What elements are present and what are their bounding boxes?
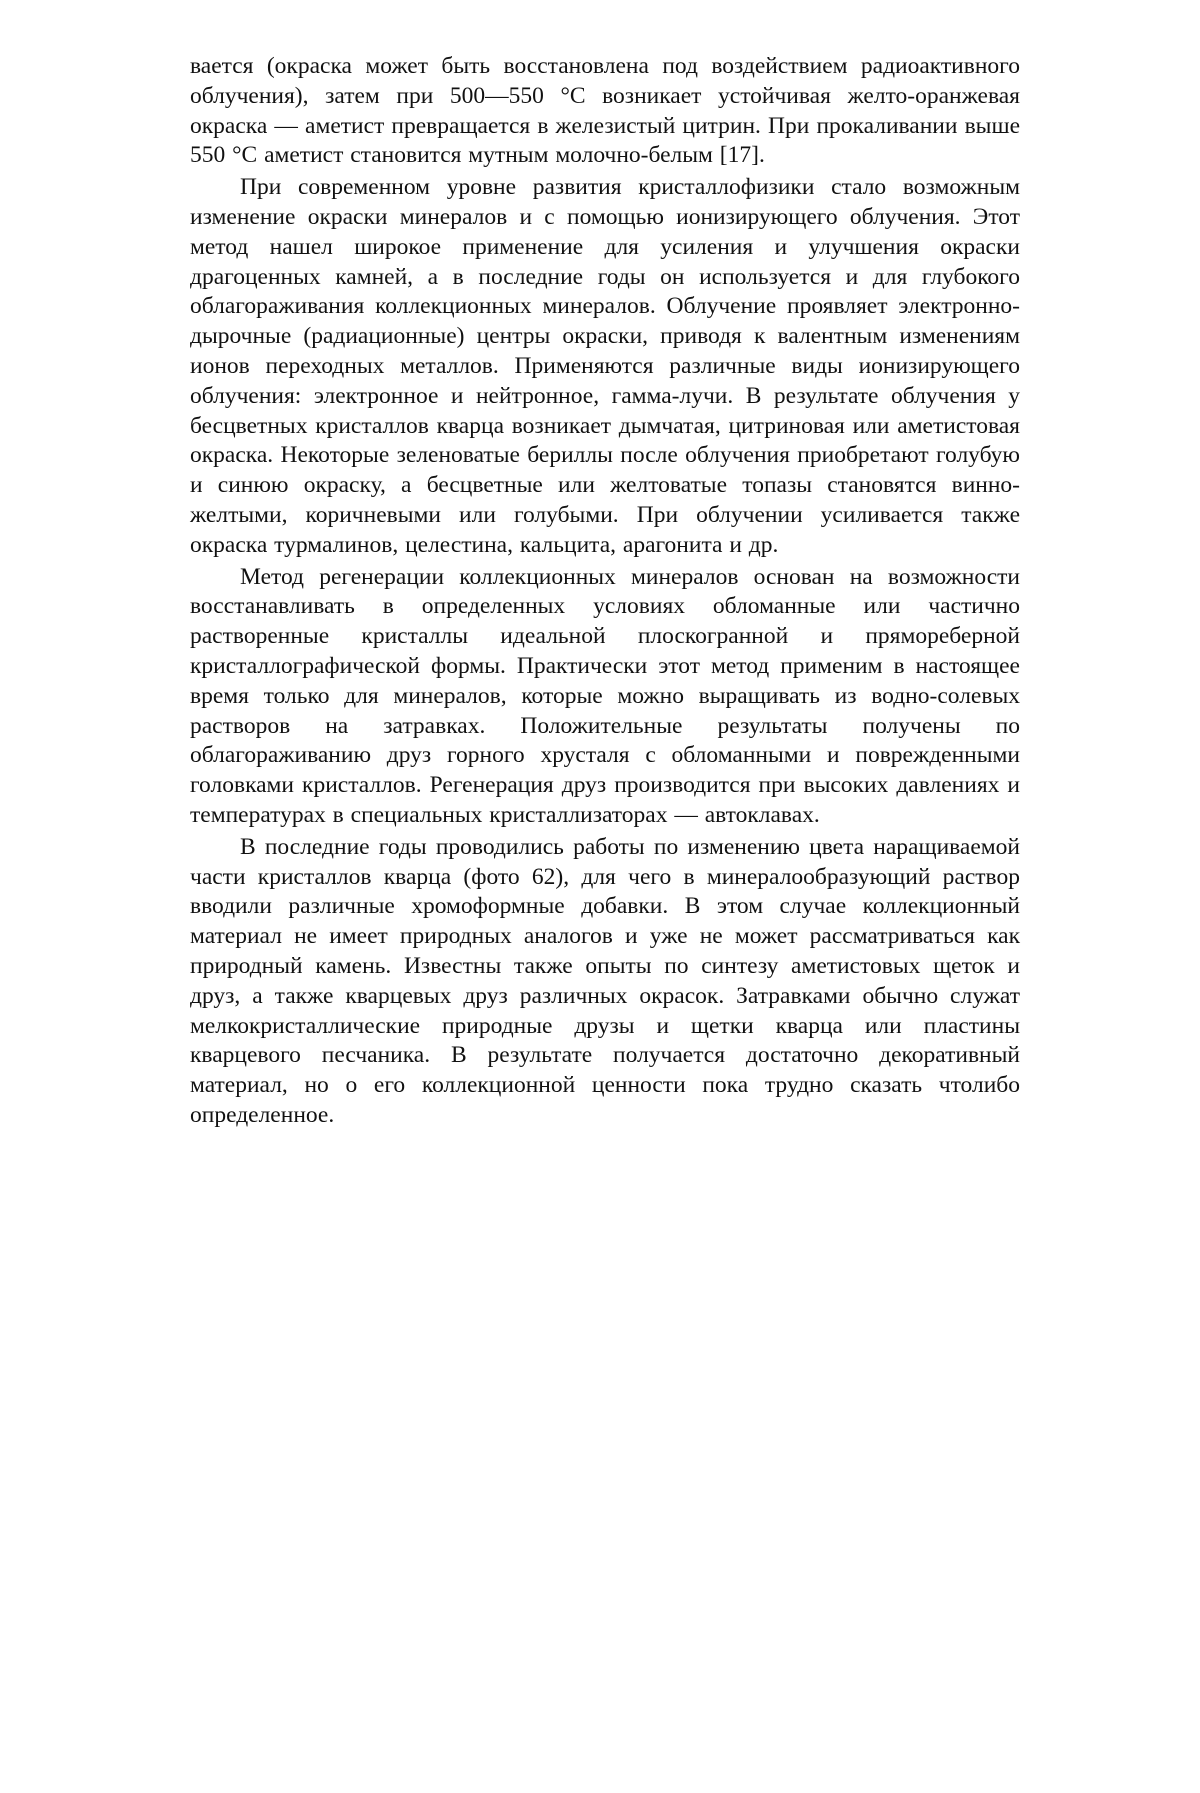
paragraph-3: Метод регенерации коллекционных минералов основан на возможности восстанавливать в определенных условиях обломанные или частично растворенные кристаллы идеальной плоскогранной и прямореберной кристаллографической формы. Практически этот метод применим в настоящее время только для минералов, которые можно выращивать из водно-солевых растворов на затравках. Положительные результаты получены по облагораживанию друз горного хрусталя с обломанными и поврежденными головками кристаллов. Регенерация друз производится при высоких давлениях и температурах в специальных кристаллизаторах — автоклавах. bbox=[190, 563, 1020, 828]
paragraph-4: В последние годы проводились работы по изменению цвета наращиваемой части кристаллов кварца (фото 62), для чего в минералообразующий раствор вводили различные хромоформные добавки. В этом случае коллекционный материал не имеет природных аналогов и уже не может рассматриваться как природный камень. Известны также опыты по синтезу аметистовых щеток и друз, а также кварцевых друз различных окрасок. Затравками обычно служат мелкокристаллические природные друзы и щетки кварца или пластины кварцевого песчаника. В результате получается достаточно декоративный материал, но о его коллекционной ценности пока трудно сказать чтолибо определенное. bbox=[190, 833, 1020, 1128]
page-text-body bbox=[190, 52, 1020, 1131]
paragraph-1: вается (окраска может быть восстановлена под воздействием радиоактивного облучения), затем при 500—550 °С возникает устойчивая желто-оранжевая окраска — аметист превращается в железистый цитрин. При прокаливании выше 550 °С аметист становится мутным молочно-белым [17]. bbox=[190, 53, 1020, 169]
paragraph-2: При современном уровне развития кристаллофизики стало возможным изменение окраски минералов и с помощью ионизирующего облучения. Этот метод нашел широкое применение для усиления и улучшения окраски драгоценных камней, а в последние годы он используется и для глубокого облагораживания коллекционных минералов. Облучение проявляет электронно-дырочные (радиационные) центры окраски, приводя к валентным изменениям ионов переходных металлов. Применяются различные виды ионизирующего облучения: электронное и нейтронное, гамма-лучи. В результате облучения у бесцветных кристаллов кварца возникает дымчатая, цитриновая или аметистовая окраска. Некоторые зеленоватые бериллы после облучения приобретают голубую и синюю окраску, а бесцветные или желтоватые топазы становятся винно-желтыми, коричневыми или голубыми. При облучении усиливается также окраска турмалинов, целестина, кальцита, арагонита и др. bbox=[190, 174, 1020, 558]
